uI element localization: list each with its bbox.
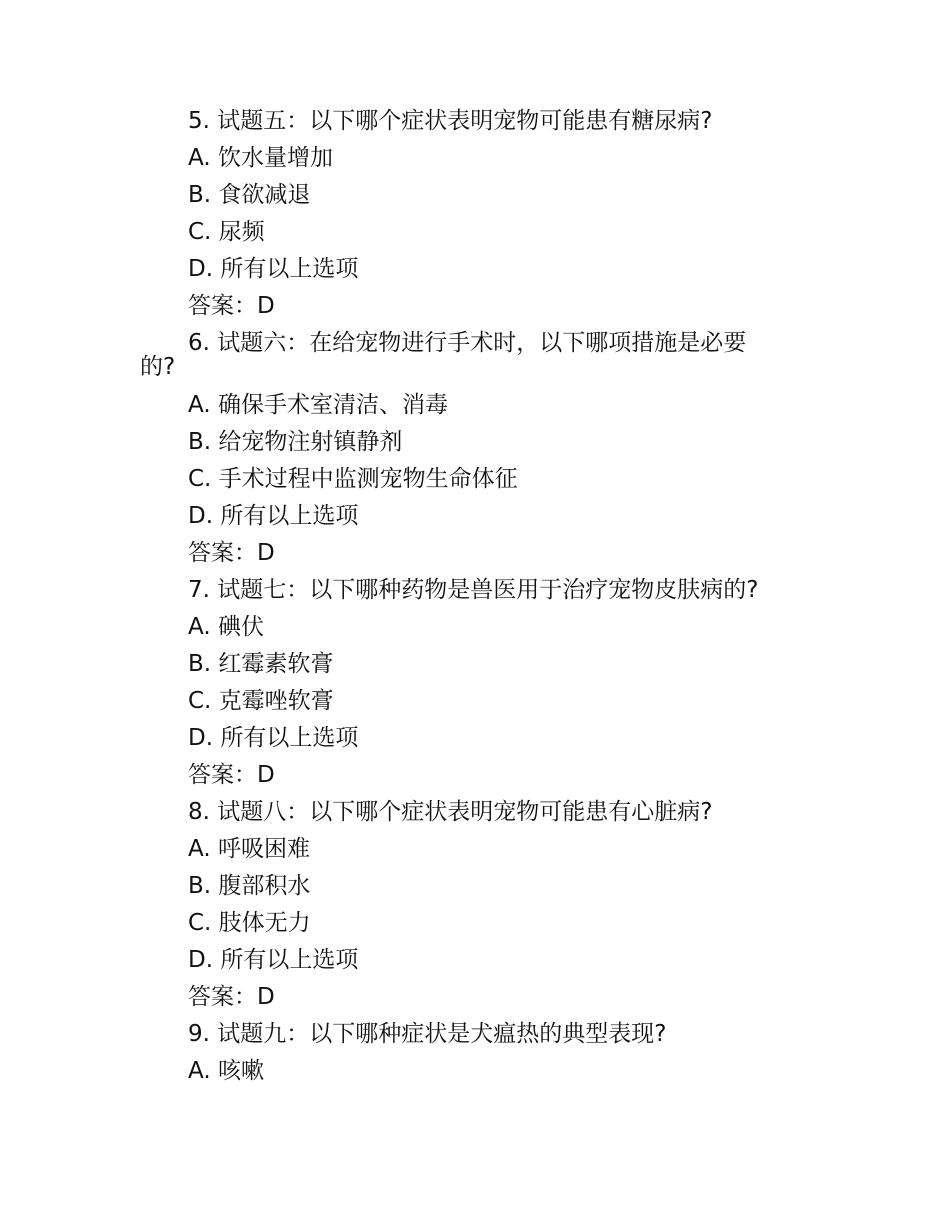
question-list [140,103,798,1090]
question-6-text-line2: 的? [140,354,176,380]
question-5-option-d: D. 所有以上选项 [188,256,359,282]
question-7-text: 7. 试题七：以下哪种药物是兽医用于治疗宠物皮肤病的? [188,577,759,603]
question-5-option-a: A. 饮水量增加 [188,145,333,171]
question-6-text [140,331,788,379]
question-8-option-a: A. 呼吸困难 [188,836,310,862]
question-7-answer: 答案：D [188,762,275,788]
question-6-answer: 答案：D [188,540,275,566]
question-6-text-line1: 6. 试题六：在给宠物进行手术时，以下哪项措施是必要 [188,330,747,356]
question-8-option-b: B. 腹部积水 [188,873,311,899]
question-6-option-b: B. 给宠物注射镇静剂 [188,429,403,455]
question-7-option-d: D. 所有以上选项 [188,725,359,751]
question-6-option-a: A. 确保手术室清洁、消毒 [188,392,448,418]
question-9-option-a: A. 咳嗽 [188,1058,264,1084]
question-7-option-c: C. 克霉唑软膏 [188,688,334,714]
question-5-option-c: C. 尿频 [188,219,265,245]
question-6-option-c: C. 手术过程中监测宠物生命体征 [188,466,518,492]
question-7-option-b: B. 红霉素软膏 [188,651,334,677]
question-7-option-a: A. 碘伏 [188,614,264,640]
question-5-text: 5. 试题五：以下哪个症状表明宠物可能患有糖尿病? [188,108,713,134]
question-5-option-b: B. 食欲减退 [188,182,311,208]
question-6-option-d: D. 所有以上选项 [188,503,359,529]
question-8-option-d: D. 所有以上选项 [188,947,359,973]
question-8-option-c: C. 肢体无力 [188,910,311,936]
question-9-text: 9. 试题九：以下哪种症状是犬瘟热的典型表现? [188,1021,667,1047]
question-5-answer: 答案：D [188,293,275,319]
question-8-answer: 答案：D [188,984,275,1010]
question-8-text: 8. 试题八：以下哪个症状表明宠物可能患有心脏病? [188,799,713,825]
